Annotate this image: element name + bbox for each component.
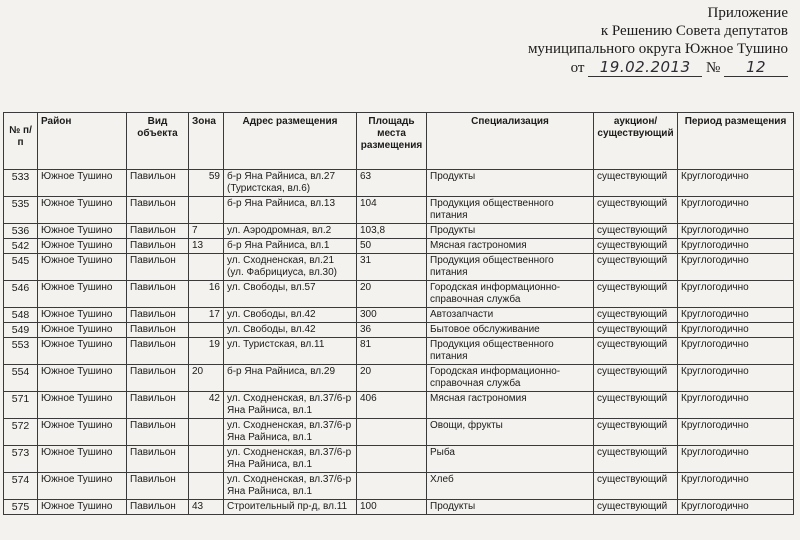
cell-period: Круглогодично [678,392,794,419]
cell-district: Южное Тушино [38,446,127,473]
appendix-date-line [528,58,788,77]
col-header-status: аукцион/ существующий [594,113,678,170]
cell-status: существующий [594,500,678,515]
cell-status: существующий [594,338,678,365]
col-header-type: Вид объекта [127,113,189,170]
cell-status: существующий [594,281,678,308]
cell-period: Круглогодично [678,170,794,197]
appendix-subtitle: к Решению Совета депутатов [600,23,788,39]
cell-type: Павильон [127,281,189,308]
document-header [528,4,788,77]
cell-period: Круглогодично [678,323,794,338]
cell-status: существующий [594,323,678,338]
cell-spec: Продукты [427,170,594,197]
appendix-org: муниципального округа Южное Тушино [527,41,788,57]
cell-address: Строительный пр-д, вл.11 [224,500,357,515]
cell-period: Круглогодично [678,197,794,224]
cell-spec: Продукция общественного питания [427,338,594,365]
cell-address: ул. Сходненская, вл.37/6-р Яна Райниса, вл.1 [224,392,357,419]
cell-status: существующий [594,473,678,500]
cell-type: Павильон [127,338,189,365]
cell-spec: Городская информационно-справочная служба [427,365,594,392]
cell-period: Круглогодично [678,473,794,500]
cell-period: Круглогодично [678,308,794,323]
cell-num: 549 [4,323,38,338]
cell-status: существующий [594,365,678,392]
cell-num: 573 [4,446,38,473]
cell-spec: Городская информационно-справочная служба [427,281,594,308]
cell-num: 536 [4,224,38,239]
table-row [4,446,794,473]
cell-zone: 19 [189,338,224,365]
cell-zone: 42 [189,392,224,419]
cell-num: 572 [4,419,38,446]
appendix-title: Приложение [707,5,788,21]
placement-table-wrap [3,112,794,515]
col-header-area: Площадь места размещения [357,113,427,170]
cell-num: 542 [4,239,38,254]
table-row [4,323,794,338]
cell-period: Круглогодично [678,338,794,365]
cell-address: ул. Аэродромная, вл.2 [224,224,357,239]
table-header-row [4,113,794,170]
cell-status: существующий [594,239,678,254]
col-header-spec: Специализация [427,113,594,170]
col-header-num: № п/п [4,113,38,170]
cell-num: 571 [4,392,38,419]
cell-spec: Продукция общественного питания [427,254,594,281]
cell-period: Круглогодично [678,419,794,446]
cell-type: Павильон [127,323,189,338]
col-header-address: Адрес размещения [224,113,357,170]
table-row [4,170,794,197]
cell-area: 104 [357,197,427,224]
cell-district: Южное Тушино [38,500,127,515]
cell-type: Павильон [127,365,189,392]
cell-period: Круглогодично [678,500,794,515]
cell-address: ул. Сходненская, вл.37/6-р Яна Райниса, вл.1 [224,446,357,473]
cell-spec: Овощи, фрукты [427,419,594,446]
cell-type: Павильон [127,224,189,239]
cell-num: 553 [4,338,38,365]
cell-status: существующий [594,170,678,197]
cell-zone [189,419,224,446]
cell-district: Южное Тушино [38,365,127,392]
cell-address: б-р Яна Райниса, вл.27 (Туристская, вл.6) [224,170,357,197]
cell-status: существующий [594,224,678,239]
cell-area: 300 [357,308,427,323]
cell-period: Круглогодично [678,224,794,239]
cell-status: существующий [594,197,678,224]
cell-num: 546 [4,281,38,308]
cell-district: Южное Тушино [38,224,127,239]
cell-area: 100 [357,500,427,515]
cell-spec: Продукты [427,500,594,515]
cell-zone [189,254,224,281]
table-row [4,392,794,419]
date-prefix: от [570,60,585,76]
cell-spec: Рыба [427,446,594,473]
cell-type: Павильон [127,473,189,500]
cell-type: Павильон [127,170,189,197]
cell-spec: Автозапчасти [427,308,594,323]
cell-status: существующий [594,308,678,323]
table-row [4,308,794,323]
cell-zone: 13 [189,239,224,254]
cell-type: Павильон [127,419,189,446]
placement-table [3,112,794,515]
table-row [4,254,794,281]
cell-area: 103,8 [357,224,427,239]
cell-status: существующий [594,392,678,419]
cell-zone [189,323,224,338]
cell-address: ул. Свободы, вл.42 [224,308,357,323]
cell-type: Павильон [127,500,189,515]
col-header-zone: Зона [189,113,224,170]
cell-area: 406 [357,392,427,419]
cell-zone: 43 [189,500,224,515]
cell-num: 545 [4,254,38,281]
cell-zone [189,473,224,500]
cell-num: 535 [4,197,38,224]
cell-spec: Мясная гастрономия [427,239,594,254]
cell-address: ул. Туристская, вл.11 [224,338,357,365]
table-row [4,338,794,365]
cell-area: 20 [357,281,427,308]
cell-num: 548 [4,308,38,323]
cell-district: Южное Тушино [38,254,127,281]
cell-address: ул. Свободы, вл.57 [224,281,357,308]
cell-type: Павильон [127,446,189,473]
cell-district: Южное Тушино [38,239,127,254]
cell-spec: Продукты [427,224,594,239]
cell-period: Круглогодично [678,239,794,254]
cell-district: Южное Тушино [38,338,127,365]
table-row [4,500,794,515]
cell-address: ул. Свободы, вл.42 [224,323,357,338]
cell-address: ул. Сходненская, вл.37/6-р Яна Райниса, вл.1 [224,419,357,446]
cell-type: Павильон [127,254,189,281]
table-row [4,365,794,392]
cell-status: существующий [594,254,678,281]
cell-district: Южное Тушино [38,281,127,308]
cell-zone: 7 [189,224,224,239]
cell-zone: 20 [189,365,224,392]
cell-district: Южное Тушино [38,392,127,419]
cell-spec: Бытовое обслуживание [427,323,594,338]
cell-district: Южное Тушино [38,170,127,197]
cell-address: б-р Яна Райниса, вл.29 [224,365,357,392]
cell-area: 36 [357,323,427,338]
cell-zone: 16 [189,281,224,308]
cell-zone: 17 [189,308,224,323]
handwritten-number: 12 [724,58,788,77]
cell-district: Южное Тушино [38,323,127,338]
cell-district: Южное Тушино [38,473,127,500]
table-row [4,473,794,500]
cell-num: 554 [4,365,38,392]
cell-district: Южное Тушино [38,308,127,323]
cell-spec: Продукция общественного питания [427,197,594,224]
cell-area [357,419,427,446]
number-label: № [705,60,721,76]
cell-period: Круглогодично [678,254,794,281]
table-row [4,239,794,254]
cell-spec: Хлеб [427,473,594,500]
cell-area: 31 [357,254,427,281]
cell-area: 63 [357,170,427,197]
cell-type: Павильон [127,308,189,323]
cell-spec: Мясная гастрономия [427,392,594,419]
cell-area [357,473,427,500]
cell-type: Павильон [127,392,189,419]
cell-num: 574 [4,473,38,500]
cell-period: Круглогодично [678,365,794,392]
cell-type: Павильон [127,239,189,254]
cell-type: Павильон [127,197,189,224]
table-row [4,224,794,239]
cell-district: Южное Тушино [38,419,127,446]
cell-period: Круглогодично [678,281,794,308]
cell-area: 50 [357,239,427,254]
cell-area: 20 [357,365,427,392]
col-header-district: Район [38,113,127,170]
cell-num: 575 [4,500,38,515]
cell-area [357,446,427,473]
cell-zone: 59 [189,170,224,197]
cell-district: Южное Тушино [38,197,127,224]
cell-address: ул. Сходненская, вл.37/6-р Яна Райниса, вл.1 [224,473,357,500]
table-row [4,419,794,446]
handwritten-date: 19.02.2013 [588,58,702,77]
col-header-period: Период размещения [678,113,794,170]
cell-status: существующий [594,446,678,473]
cell-num: 533 [4,170,38,197]
cell-address: ул. Сходненская, вл.21 (ул. Фабрициуса, вл.30) [224,254,357,281]
cell-zone [189,446,224,473]
cell-period: Круглогодично [678,446,794,473]
table-row [4,197,794,224]
cell-address: б-р Яна Райниса, вл.1 [224,239,357,254]
table-row [4,281,794,308]
cell-area: 81 [357,338,427,365]
cell-address: б-р Яна Райниса, вл.13 [224,197,357,224]
cell-zone [189,197,224,224]
cell-status: существующий [594,419,678,446]
